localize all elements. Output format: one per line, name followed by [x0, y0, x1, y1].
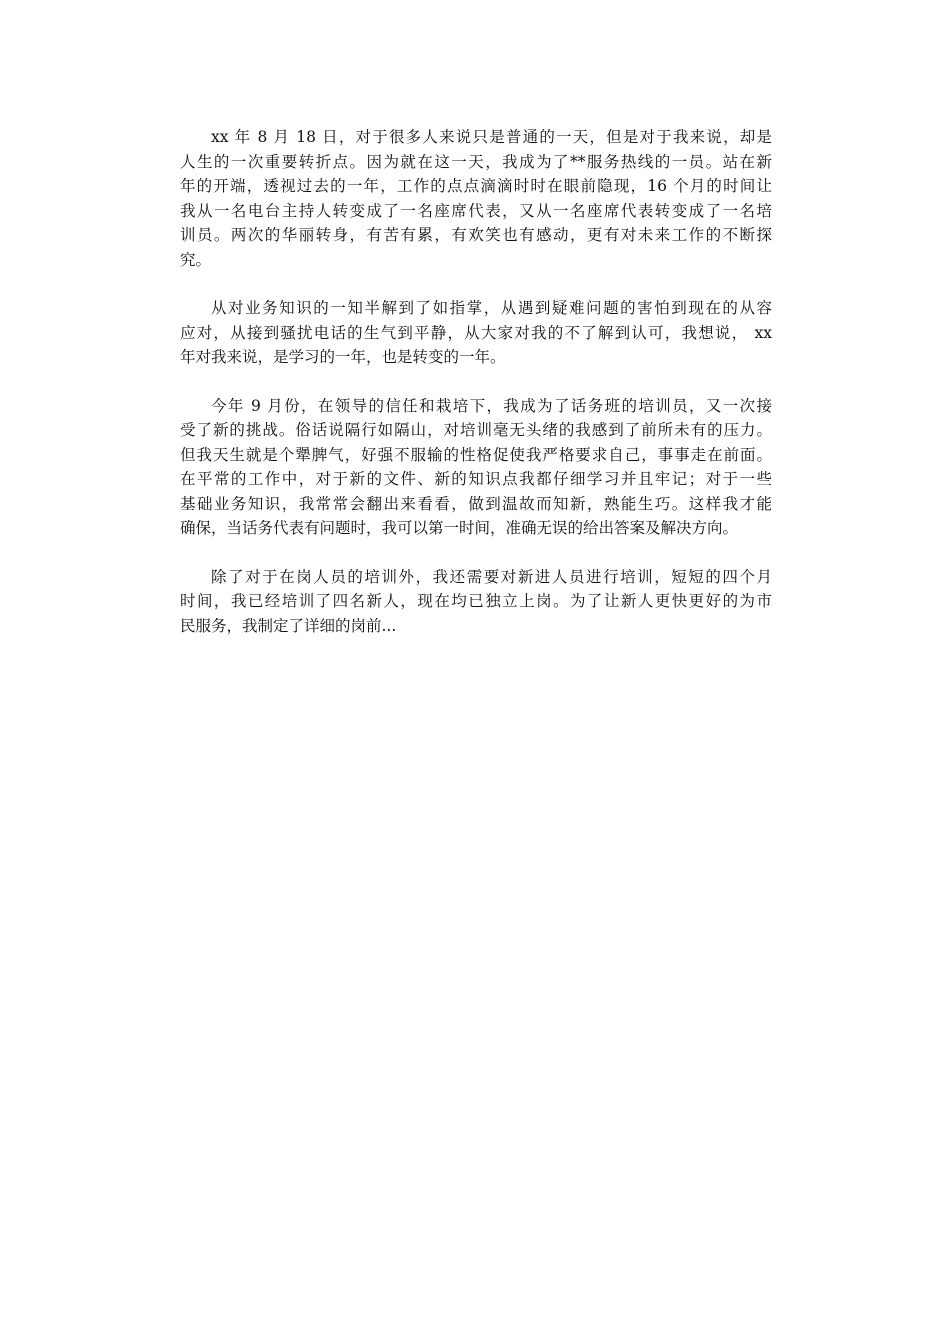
paragraph-1: [180, 125, 772, 272]
text-line: 受了新的挑战。俗话说隔行如隔山，对培训毫无头绪的我感到了前所未有的压力。: [180, 421, 772, 439]
text-line: 今年 9 月份，在领导的信任和栽培下，我成为了话务班的培训员，又一次接: [211, 396, 772, 415]
text-line: 但我天生就是个犟脾气，好强不服输的性格促使我严格要求自己，事事走在前面。: [180, 445, 772, 464]
paragraph-4: [180, 565, 772, 639]
text-line: 训员。两次的华丽转身，有苦有累，有欢笑也有感动，更有对未来工作的不断探: [180, 226, 772, 244]
text-line: 在平常的工作中，对于新的文件、新的知识点我都仔细学习并且牢记；对于一些: [180, 470, 772, 488]
text-line: 应对，从接到骚扰电话的生气到平静，从大家对我的不了解到认可，我想说， xx: [180, 323, 772, 342]
text-line: 人生的一次重要转折点。因为就在这一天，我成为了**服务热线的一员。站在新: [180, 152, 772, 171]
text-line: 确保，当话务代表有问题时，我可以第一时间，准确无误的给出答案及解决方向。: [180, 519, 739, 537]
text-line: 年对我来说，是学习的一年，也是转变的一年。: [180, 348, 506, 366]
text-line: 年的开端，透视过去的一年，工作的点点滴滴时时在眼前隐现，16 个月的时间让: [180, 177, 772, 195]
document-body: [180, 125, 772, 662]
text-line: 基础业务知识，我常常会翻出来看看，做到温故而知新，熟能生巧。这样我才能: [180, 494, 772, 513]
paragraph-2: [180, 296, 772, 370]
text-line: 究。: [180, 250, 212, 269]
text-line: xx 年 8 月 18 日，对于很多人来说只是普通的一天，但是对于我来说，却是: [211, 128, 772, 146]
text-line: 除了对于在岗人员的培训外，我还需要对新进人员进行培训，短短的四个月: [211, 567, 772, 586]
text-line: 时间，我已经培训了四名新人，现在均已独立上岗。为了让新人更快更好的为市: [180, 592, 772, 610]
text-line: 民服务，我制定了详细的岗前...: [180, 616, 397, 635]
text-line: 从对业务知识的一知半解到了如指掌，从遇到疑难问题的害怕到现在的从容: [211, 299, 772, 317]
text-line: 我从一名电台主持人转变成了一名座席代表，又从一名座席代表转变成了一名培: [180, 201, 772, 220]
paragraph-3: [180, 394, 772, 541]
